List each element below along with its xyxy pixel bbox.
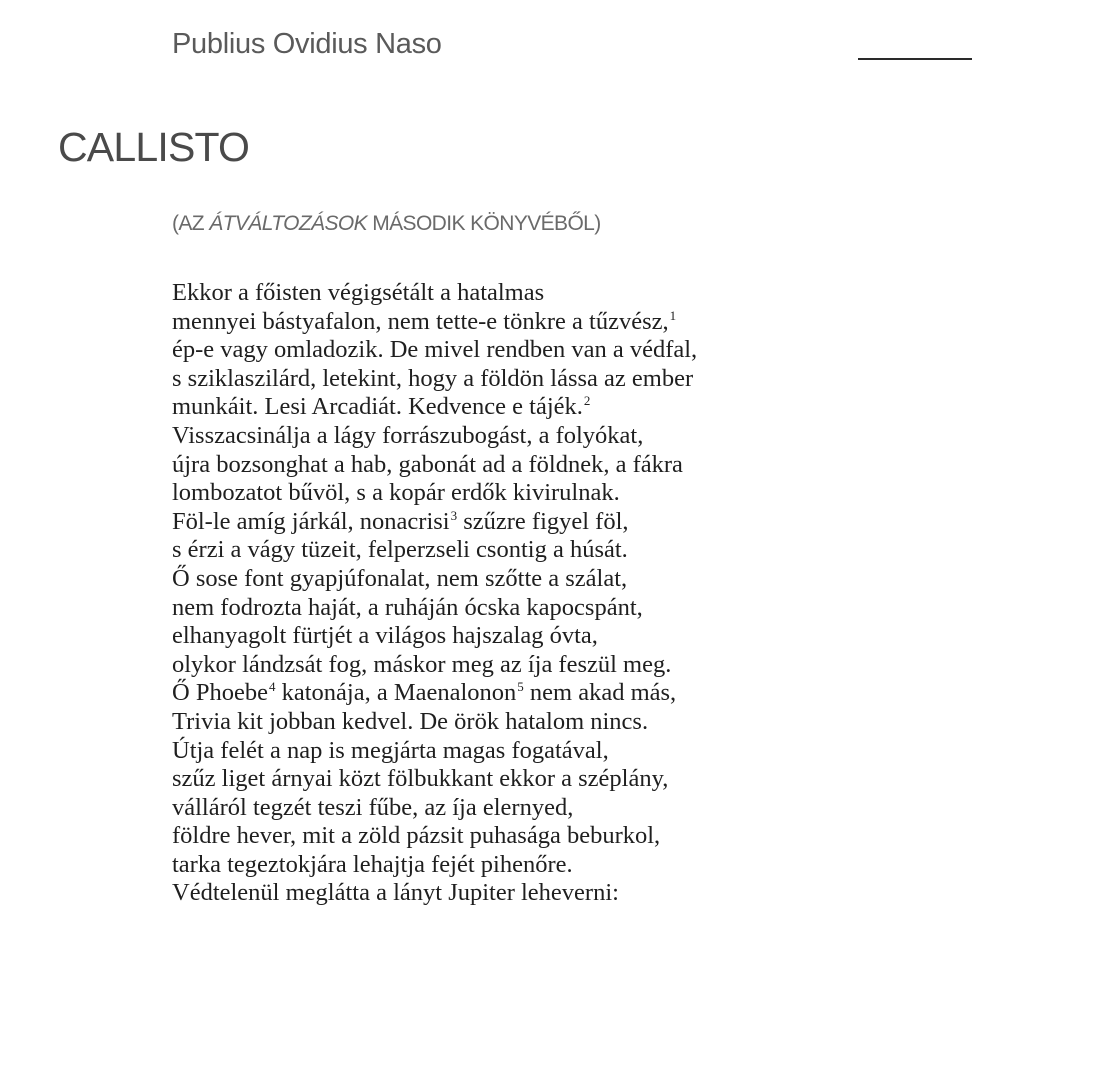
- poem-body: [172, 279, 697, 908]
- poem-line-text: Ő Phoebe: [172, 679, 268, 707]
- author-name: Publius Ovidius Naso: [172, 28, 442, 60]
- poem-line: [172, 594, 697, 623]
- poem-line: [172, 851, 697, 880]
- poem-line: [172, 651, 697, 680]
- poem-line-text: Útja felét a nap is megjárta magas fogatával,: [172, 736, 609, 764]
- poem-line: [172, 565, 697, 594]
- poem-line-text: szűzre figyel föl,: [457, 507, 629, 535]
- poem-line-text: nem akad más,: [523, 679, 677, 707]
- footnote-marker[interactable]: 4: [268, 679, 276, 695]
- footnote-marker[interactable]: 2: [583, 393, 591, 409]
- poem-line-text: földre hever, mit a zöld pázsit puhasága beburkol,: [172, 822, 661, 850]
- poem-line: [172, 479, 697, 508]
- footnote-marker[interactable]: 5: [517, 679, 524, 695]
- header-rule: [858, 58, 972, 60]
- poem-line-text: elhanyagolt fürtjét a világos hajszalag óvta,: [172, 622, 598, 650]
- poem-line: [172, 536, 697, 565]
- poem-line: [172, 708, 697, 737]
- poem-subtitle: [172, 212, 601, 236]
- poem-line-text: ép-e vagy omladozik. De mivel rendben van a védfal,: [172, 336, 698, 364]
- poem-line-text: Ő sose font gyapjúfonalat, nem szőtte a szálat,: [172, 564, 628, 592]
- poem-line: [172, 393, 697, 422]
- poem-line: [172, 279, 697, 308]
- poem-line-text: Ekkor a főisten végigsétált a hatalmas: [172, 279, 545, 306]
- poem-line-text: munkáit. Lesi Arcadiát. Kedvence e tájék.: [172, 393, 583, 421]
- poem-line-text: tarka tegeztokjára lehajtja fejét pihenőre.: [172, 850, 573, 878]
- poem-line: [172, 794, 697, 823]
- poem-line: [172, 765, 697, 794]
- poem-line: [172, 422, 697, 451]
- poem-line: [172, 622, 697, 651]
- poem-line-text: katonája, a Maenalonon: [275, 679, 517, 707]
- poem-line: [172, 365, 697, 394]
- footnote-marker[interactable]: 3: [450, 507, 458, 523]
- poem-line: [172, 679, 697, 708]
- poem-line: [172, 336, 697, 365]
- subtitle-work-title: ÁTVÁLTOZÁSOK: [209, 212, 367, 235]
- subtitle-prefix: (AZ: [172, 212, 210, 235]
- poem-line: [172, 451, 697, 480]
- subtitle-suffix: MÁSODIK KÖNYVÉBŐL): [367, 212, 601, 235]
- poem-line-text: újra bozsonghat a hab, gabonát ad a földnek, a fákra: [172, 450, 683, 478]
- poem-line-text: s sziklaszilárd, letekint, hogy a földön lássa az ember: [172, 364, 694, 392]
- poem-line-text: s érzi a vágy tüzeit, felperzseli csontig a húsát.: [172, 536, 628, 564]
- poem-line: [172, 822, 697, 851]
- poem-line-text: mennyei bástyafalon, nem tette-e tönkre a tűzvész,: [172, 307, 669, 335]
- poem-line-text: Föl-le amíg járkál, nonacrisi: [172, 507, 450, 535]
- poem-line-text: szűz liget árnyai közt fölbukkant ekkor a széplány,: [172, 765, 669, 793]
- poem-line-text: olykor lándzsát fog, máskor meg az íja feszül meg.: [172, 650, 672, 678]
- poem-line: [172, 737, 697, 766]
- poem-line-text: nem fodrozta haját, a ruháján ócska kapocspánt,: [172, 593, 643, 621]
- poem-line: [172, 508, 697, 537]
- poem-title: CALLISTO: [58, 124, 250, 170]
- poem-line-text: Védtelenül meglátta a lányt Jupiter leheverni:: [172, 879, 619, 907]
- poem-line: [172, 308, 697, 337]
- poem-line-text: Trivia kit jobban kedvel. De örök hatalom nincs.: [172, 707, 649, 735]
- footnote-marker[interactable]: 1: [669, 307, 677, 323]
- poem-line-text: Visszacsinálja a lágy forrászubogást, a folyókat,: [172, 421, 644, 449]
- poem-line-text: lombozatot bűvöl, s a kopár erdők kivirulnak.: [172, 479, 620, 507]
- poem-line: [172, 879, 697, 908]
- poem-line-text: válláról tegzét teszi fűbe, az íja elernyed,: [172, 793, 574, 821]
